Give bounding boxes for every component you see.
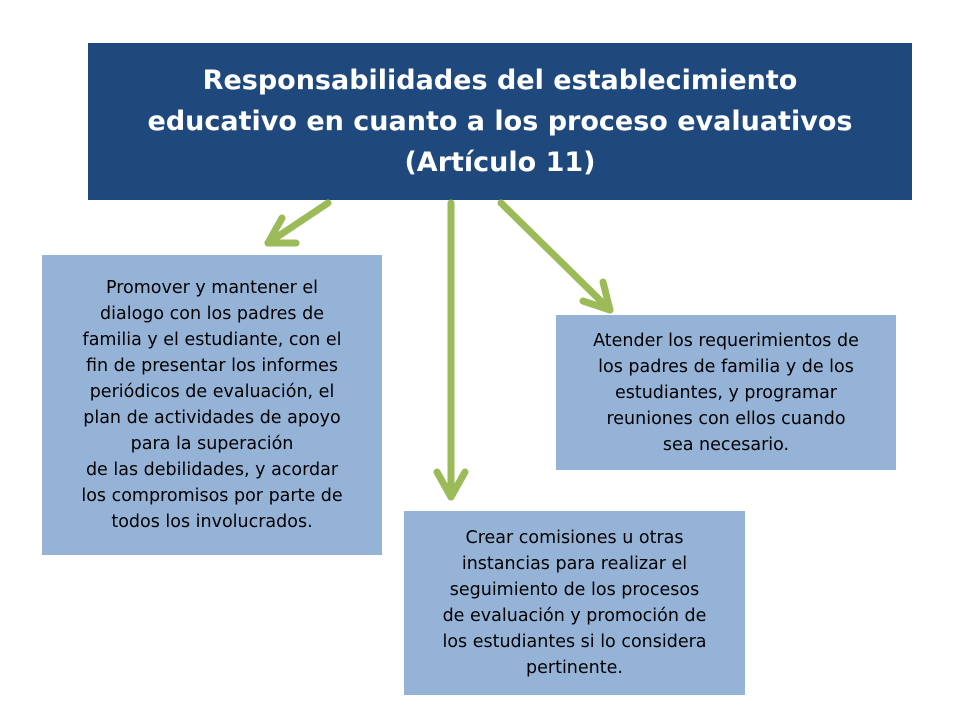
responsibility-box-requests <box>556 315 896 470</box>
responsibility-box-dialogue <box>42 255 382 555</box>
responsibility-text-dialogue: Promover y mantener el dialogo con los padres de familia y el estudiante, con el fin de presentar los informes periódicos de evaluación, el plan de actividades de apoyo para la superación de las debilidades, y acordar los compromisos por parte de todos los involucrados. <box>81 278 343 532</box>
arrow-to-center-box <box>437 203 465 497</box>
arrow-to-left-box <box>268 203 328 243</box>
responsibility-box-commissions <box>404 511 745 695</box>
diagram-title: Responsabilidades del establecimiento educativo en cuanto a los proceso evaluativos (Artículo 11) <box>147 65 853 178</box>
arrow-to-right-box <box>501 203 610 310</box>
responsibility-text-requests: Atender los requerimientos de los padres de familia y de los estudiantes, y programar reuniones con ellos cuando sea necesario. <box>593 330 859 455</box>
responsibility-text-commissions: Crear comisiones u otras instancias para realizar el seguimiento de los procesos de evaluación y promoción de los estudiantes si lo considera pertinente. <box>442 528 707 678</box>
